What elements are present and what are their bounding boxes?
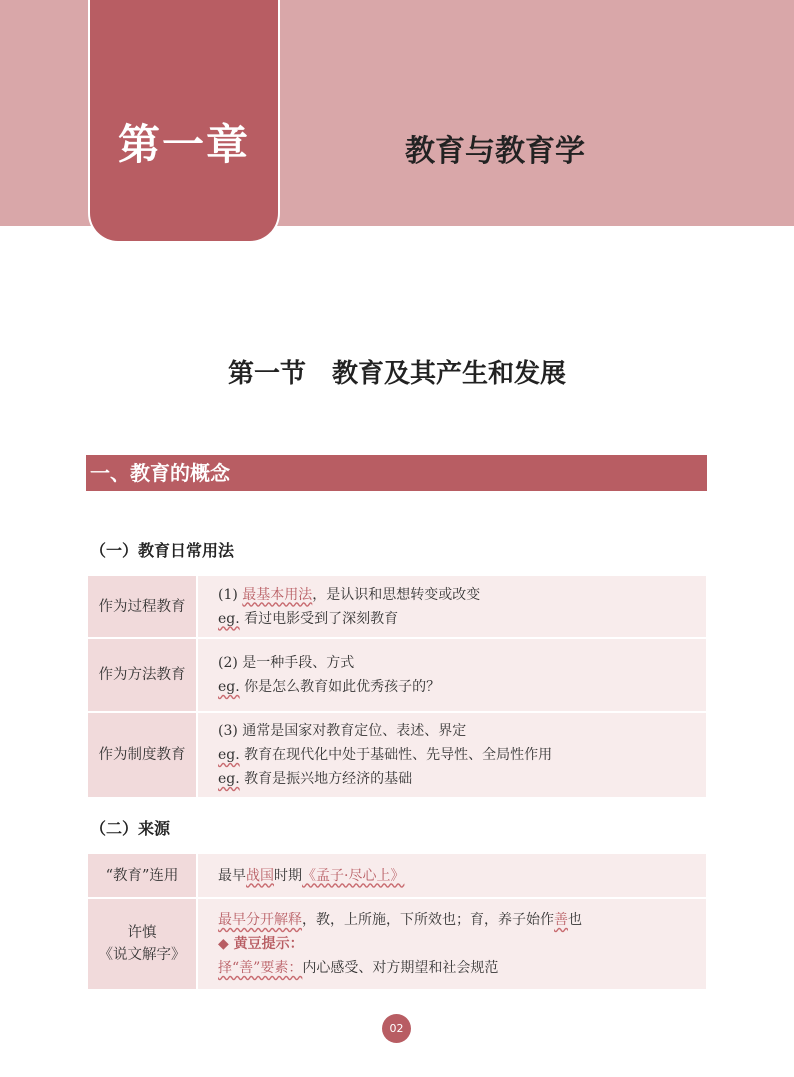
concept-heading: 一、教育的概念: [86, 455, 707, 491]
definition-line: (3) 通常是国家对教育定位、表述、界定: [218, 723, 467, 739]
row-content: [197, 576, 706, 638]
row-label: 作为制度教育: [88, 712, 197, 798]
chapter-label: 第一章: [117, 120, 250, 169]
table-row: [88, 638, 706, 712]
eg-marker: eg.: [218, 747, 240, 763]
row-content: 最早战国时期《孟子·尽心上》: [197, 854, 706, 898]
row-label: 许慎 《说文解字》: [88, 898, 197, 990]
subsection-origin-title: （二）来源: [90, 819, 171, 838]
tip-label: ◆ 黄豆提示：: [218, 936, 304, 952]
example-line: eg. 看过电影受到了深刻教育: [218, 610, 399, 627]
eg-marker: eg.: [218, 610, 240, 627]
row-label: 作为过程教育: [88, 576, 197, 638]
usage-table: [88, 576, 706, 799]
book-title: 《孟子·尽心上》: [302, 867, 405, 884]
highlight-term: 最早分开解释: [218, 912, 302, 928]
example-line: eg. 教育在现代化中处于基础性、先导性、全局性作用: [218, 747, 553, 763]
example-line: eg. 教育是振兴地方经济的基础: [218, 771, 413, 787]
row-label: 作为方法教育: [88, 638, 197, 712]
definition-line: (1) 最基本用法，是认识和思想转变或改变: [218, 586, 481, 603]
row-content: [197, 712, 706, 798]
example-line: eg. 你是怎么教育如此优秀孩子的？: [218, 679, 441, 695]
eg-marker: eg.: [218, 771, 240, 787]
page-number: 02: [382, 1014, 411, 1043]
row-content: [197, 638, 706, 712]
definition-line: (2) 是一种手段、方式: [218, 655, 355, 671]
table-row: [88, 712, 706, 798]
section-title: 第一节 教育及其产生和发展: [227, 359, 566, 389]
highlight-term: 善: [554, 912, 568, 928]
eg-marker: eg.: [218, 679, 240, 695]
row-label: “教育”连用: [88, 854, 197, 898]
highlight-term: 最基本用法: [242, 586, 313, 603]
subsection-usage-title: （一）教育日常用法: [90, 541, 235, 560]
table-row: [88, 576, 706, 638]
table-row: [88, 854, 706, 898]
highlight-term: 战国: [246, 867, 274, 884]
highlight-term: 择“善”要素：: [218, 960, 303, 976]
origin-table: [88, 854, 706, 991]
row-content: 最早分开解释，教，上所施，下所效也；育，养子始作善也 ◆ 黄豆提示： 择“善”要素：内心感受、对方期望和社会规范: [197, 898, 706, 990]
chapter-title: 教育与教育学: [405, 134, 585, 169]
table-row: [88, 898, 706, 990]
